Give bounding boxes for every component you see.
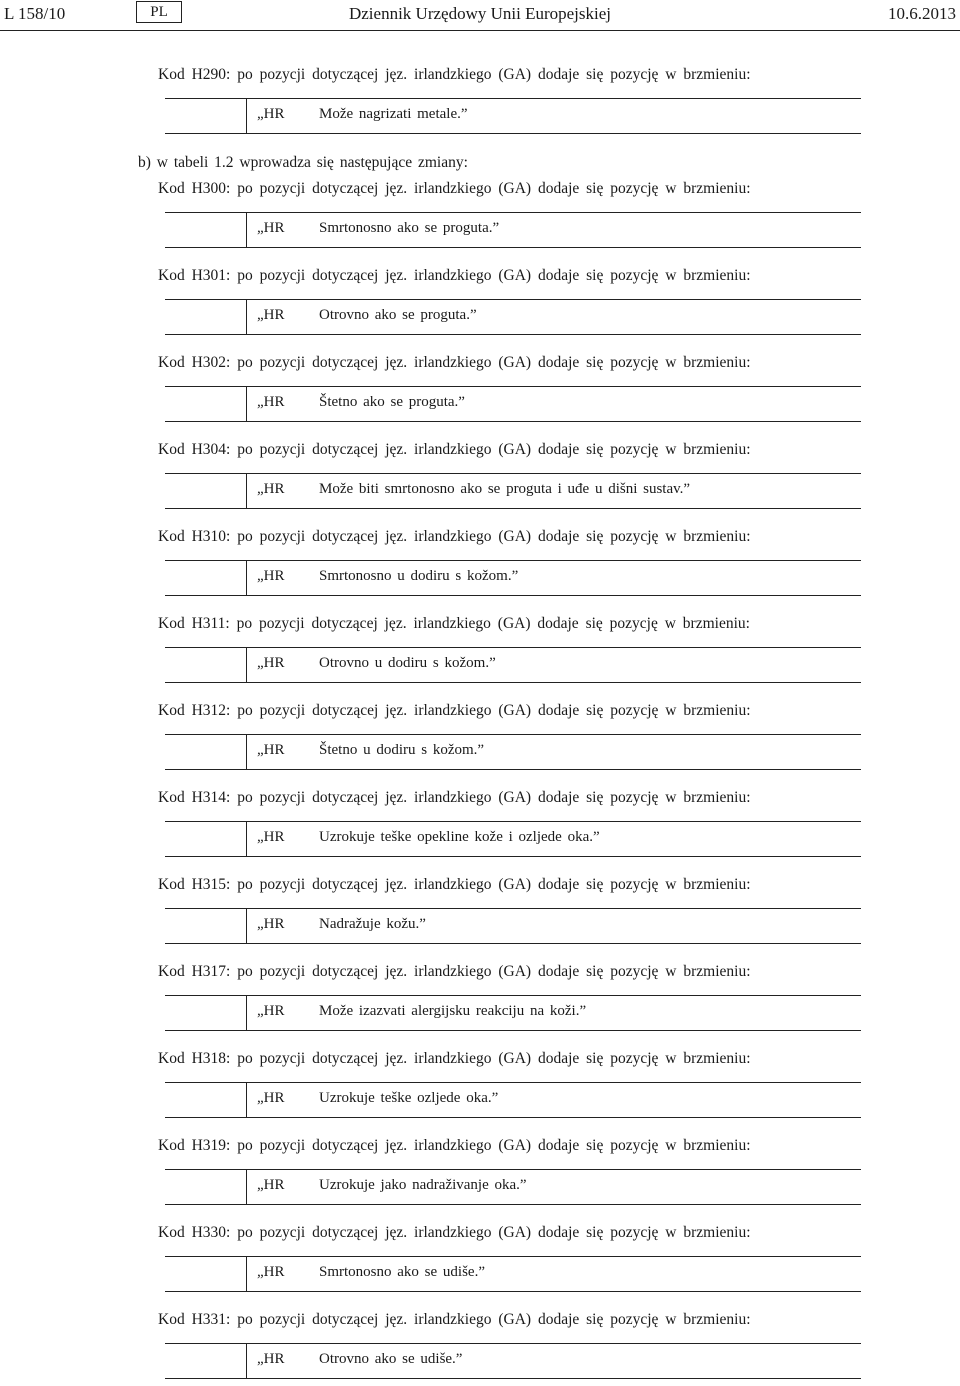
entry-intro: Kod H312: po pozycji dotyczącej jęz. irlandzkiego (GA) dodaje się pozycję w brzmieniu:: [158, 702, 751, 719]
entry-row: [165, 1343, 861, 1379]
row-divider: [246, 1170, 247, 1204]
entry-intro: Kod H311: po pozycji dotyczącej jęz. irlandzkiego (GA) dodaje się pozycję w brzmieniu:: [158, 615, 750, 632]
language-code: „HR: [257, 1264, 285, 1280]
row-divider: [246, 822, 247, 856]
language-code: „HR: [257, 1351, 285, 1367]
entry-text: Uzrokuje jako nadraživanje oka.”: [319, 1177, 527, 1193]
language-code: „HR: [257, 394, 285, 410]
language-code: „HR: [257, 106, 285, 122]
entry-row: [165, 299, 861, 335]
row-divider: [246, 99, 247, 133]
language-code: „HR: [257, 655, 285, 671]
entry-text: Može izazvati alergijsku reakciju na koži.”: [319, 1003, 587, 1019]
entry-text: Otrovno ako se udiše.”: [319, 1351, 463, 1367]
entry-intro: Kod H300: po pozycji dotyczącej jęz. irlandzkiego (GA) dodaje się pozycję w brzmieniu:: [158, 180, 751, 197]
row-divider: [246, 474, 247, 508]
entry-text: Otrovno u dodiru s kožom.”: [319, 655, 496, 671]
entry-intro: Kod H317: po pozycji dotyczącej jęz. irlandzkiego (GA) dodaje się pozycję w brzmieniu:: [158, 963, 751, 980]
entry-intro: Kod H319: po pozycji dotyczącej jęz. irlandzkiego (GA) dodaje się pozycję w brzmieniu:: [158, 1137, 751, 1154]
entry-text: Uzrokuje teške opekline kože i ozljede oka.”: [319, 829, 600, 845]
row-divider: [246, 1344, 247, 1378]
entry-text: Štetno ako se proguta.”: [319, 394, 465, 410]
entry-intro: Kod H301: po pozycji dotyczącej jęz. irlandzkiego (GA) dodaje się pozycję w brzmieniu:: [158, 267, 751, 284]
entry-row: [165, 1082, 861, 1118]
row-divider: [246, 1083, 247, 1117]
language-code: „HR: [257, 220, 285, 236]
language-code: „HR: [257, 481, 285, 497]
entry-row: [165, 473, 861, 509]
language-code: „HR: [257, 742, 285, 758]
entry-intro: Kod H304: po pozycji dotyczącej jęz. irlandzkiego (GA) dodaje się pozycję w brzmieniu:: [158, 441, 751, 458]
entry-intro: Kod H310: po pozycji dotyczącej jęz. irlandzkiego (GA) dodaje się pozycję w brzmieniu:: [158, 528, 751, 545]
row-divider: [246, 648, 247, 682]
entry-intro: Kod H331: po pozycji dotyczącej jęz. irlandzkiego (GA) dodaje się pozycję w brzmieniu:: [158, 1311, 751, 1328]
row-divider: [246, 387, 247, 421]
entry-row: [165, 386, 861, 422]
entry-text: Može biti smrtonosno ako se proguta i uđe u dišni sustav.”: [319, 481, 691, 497]
row-divider: [246, 300, 247, 334]
entry-row: [165, 560, 861, 596]
entry-intro: Kod H302: po pozycji dotyczącej jęz. irlandzkiego (GA) dodaje się pozycję w brzmieniu:: [158, 354, 751, 371]
entry-row: [165, 212, 861, 248]
language-code: „HR: [257, 829, 285, 845]
entry-row: [165, 995, 861, 1031]
publication-date: 10.6.2013: [888, 4, 956, 23]
entry-text: Uzrokuje teške ozljede oka.”: [319, 1090, 499, 1106]
entry-intro: Kod H290: po pozycji dotyczącej jęz. irlandzkiego (GA) dodaje się pozycję w brzmieniu:: [158, 66, 751, 83]
entry-row: [165, 1169, 861, 1205]
entry-row: [165, 821, 861, 857]
entry-row: [165, 98, 861, 134]
entry-intro: Kod H330: po pozycji dotyczącej jęz. irlandzkiego (GA) dodaje się pozycję w brzmieniu:: [158, 1224, 751, 1241]
entry-row: [165, 908, 861, 944]
entry-intro: Kod H314: po pozycji dotyczącej jęz. irlandzkiego (GA) dodaje się pozycję w brzmieniu:: [158, 789, 751, 806]
entry-row: [165, 1256, 861, 1292]
entry-row: [165, 734, 861, 770]
entry-text: Smrtonosno ako se proguta.”: [319, 220, 500, 236]
row-divider: [246, 735, 247, 769]
subheading: b) w tabeli 1.2 wprowadza się następujące zmiany:: [138, 154, 468, 171]
entry-intro: Kod H318: po pozycji dotyczącej jęz. irlandzkiego (GA) dodaje się pozycję w brzmieniu:: [158, 1050, 751, 1067]
entry-text: Može nagrizati metale.”: [319, 106, 468, 122]
entry-text: Smrtonosno u dodiru s kožom.”: [319, 568, 519, 584]
row-divider: [246, 996, 247, 1030]
language-code: „HR: [257, 568, 285, 584]
row-divider: [246, 1257, 247, 1291]
entry-text: Nadražuje kožu.”: [319, 916, 426, 932]
row-divider: [246, 561, 247, 595]
journal-title: Dziennik Urzędowy Unii Europejskiej: [348, 4, 611, 23]
entry-text: Štetno u dodiru s kožom.”: [319, 742, 485, 758]
entry-text: Smrtonosno ako se udiše.”: [319, 1264, 485, 1280]
language-badge: PL: [136, 1, 182, 23]
language-code: „HR: [257, 1003, 285, 1019]
page-header: [0, 0, 960, 31]
language-code: „HR: [257, 307, 285, 323]
row-divider: [246, 909, 247, 943]
row-divider: [246, 213, 247, 247]
entry-text: Otrovno ako se proguta.”: [319, 307, 477, 323]
language-code: „HR: [257, 1090, 285, 1106]
entry-intro: Kod H315: po pozycji dotyczącej jęz. irlandzkiego (GA) dodaje się pozycję w brzmieniu:: [158, 876, 751, 893]
page-reference: L 158/10: [4, 4, 66, 23]
language-code: „HR: [257, 916, 285, 932]
language-code: „HR: [257, 1177, 285, 1193]
entry-row: [165, 647, 861, 683]
